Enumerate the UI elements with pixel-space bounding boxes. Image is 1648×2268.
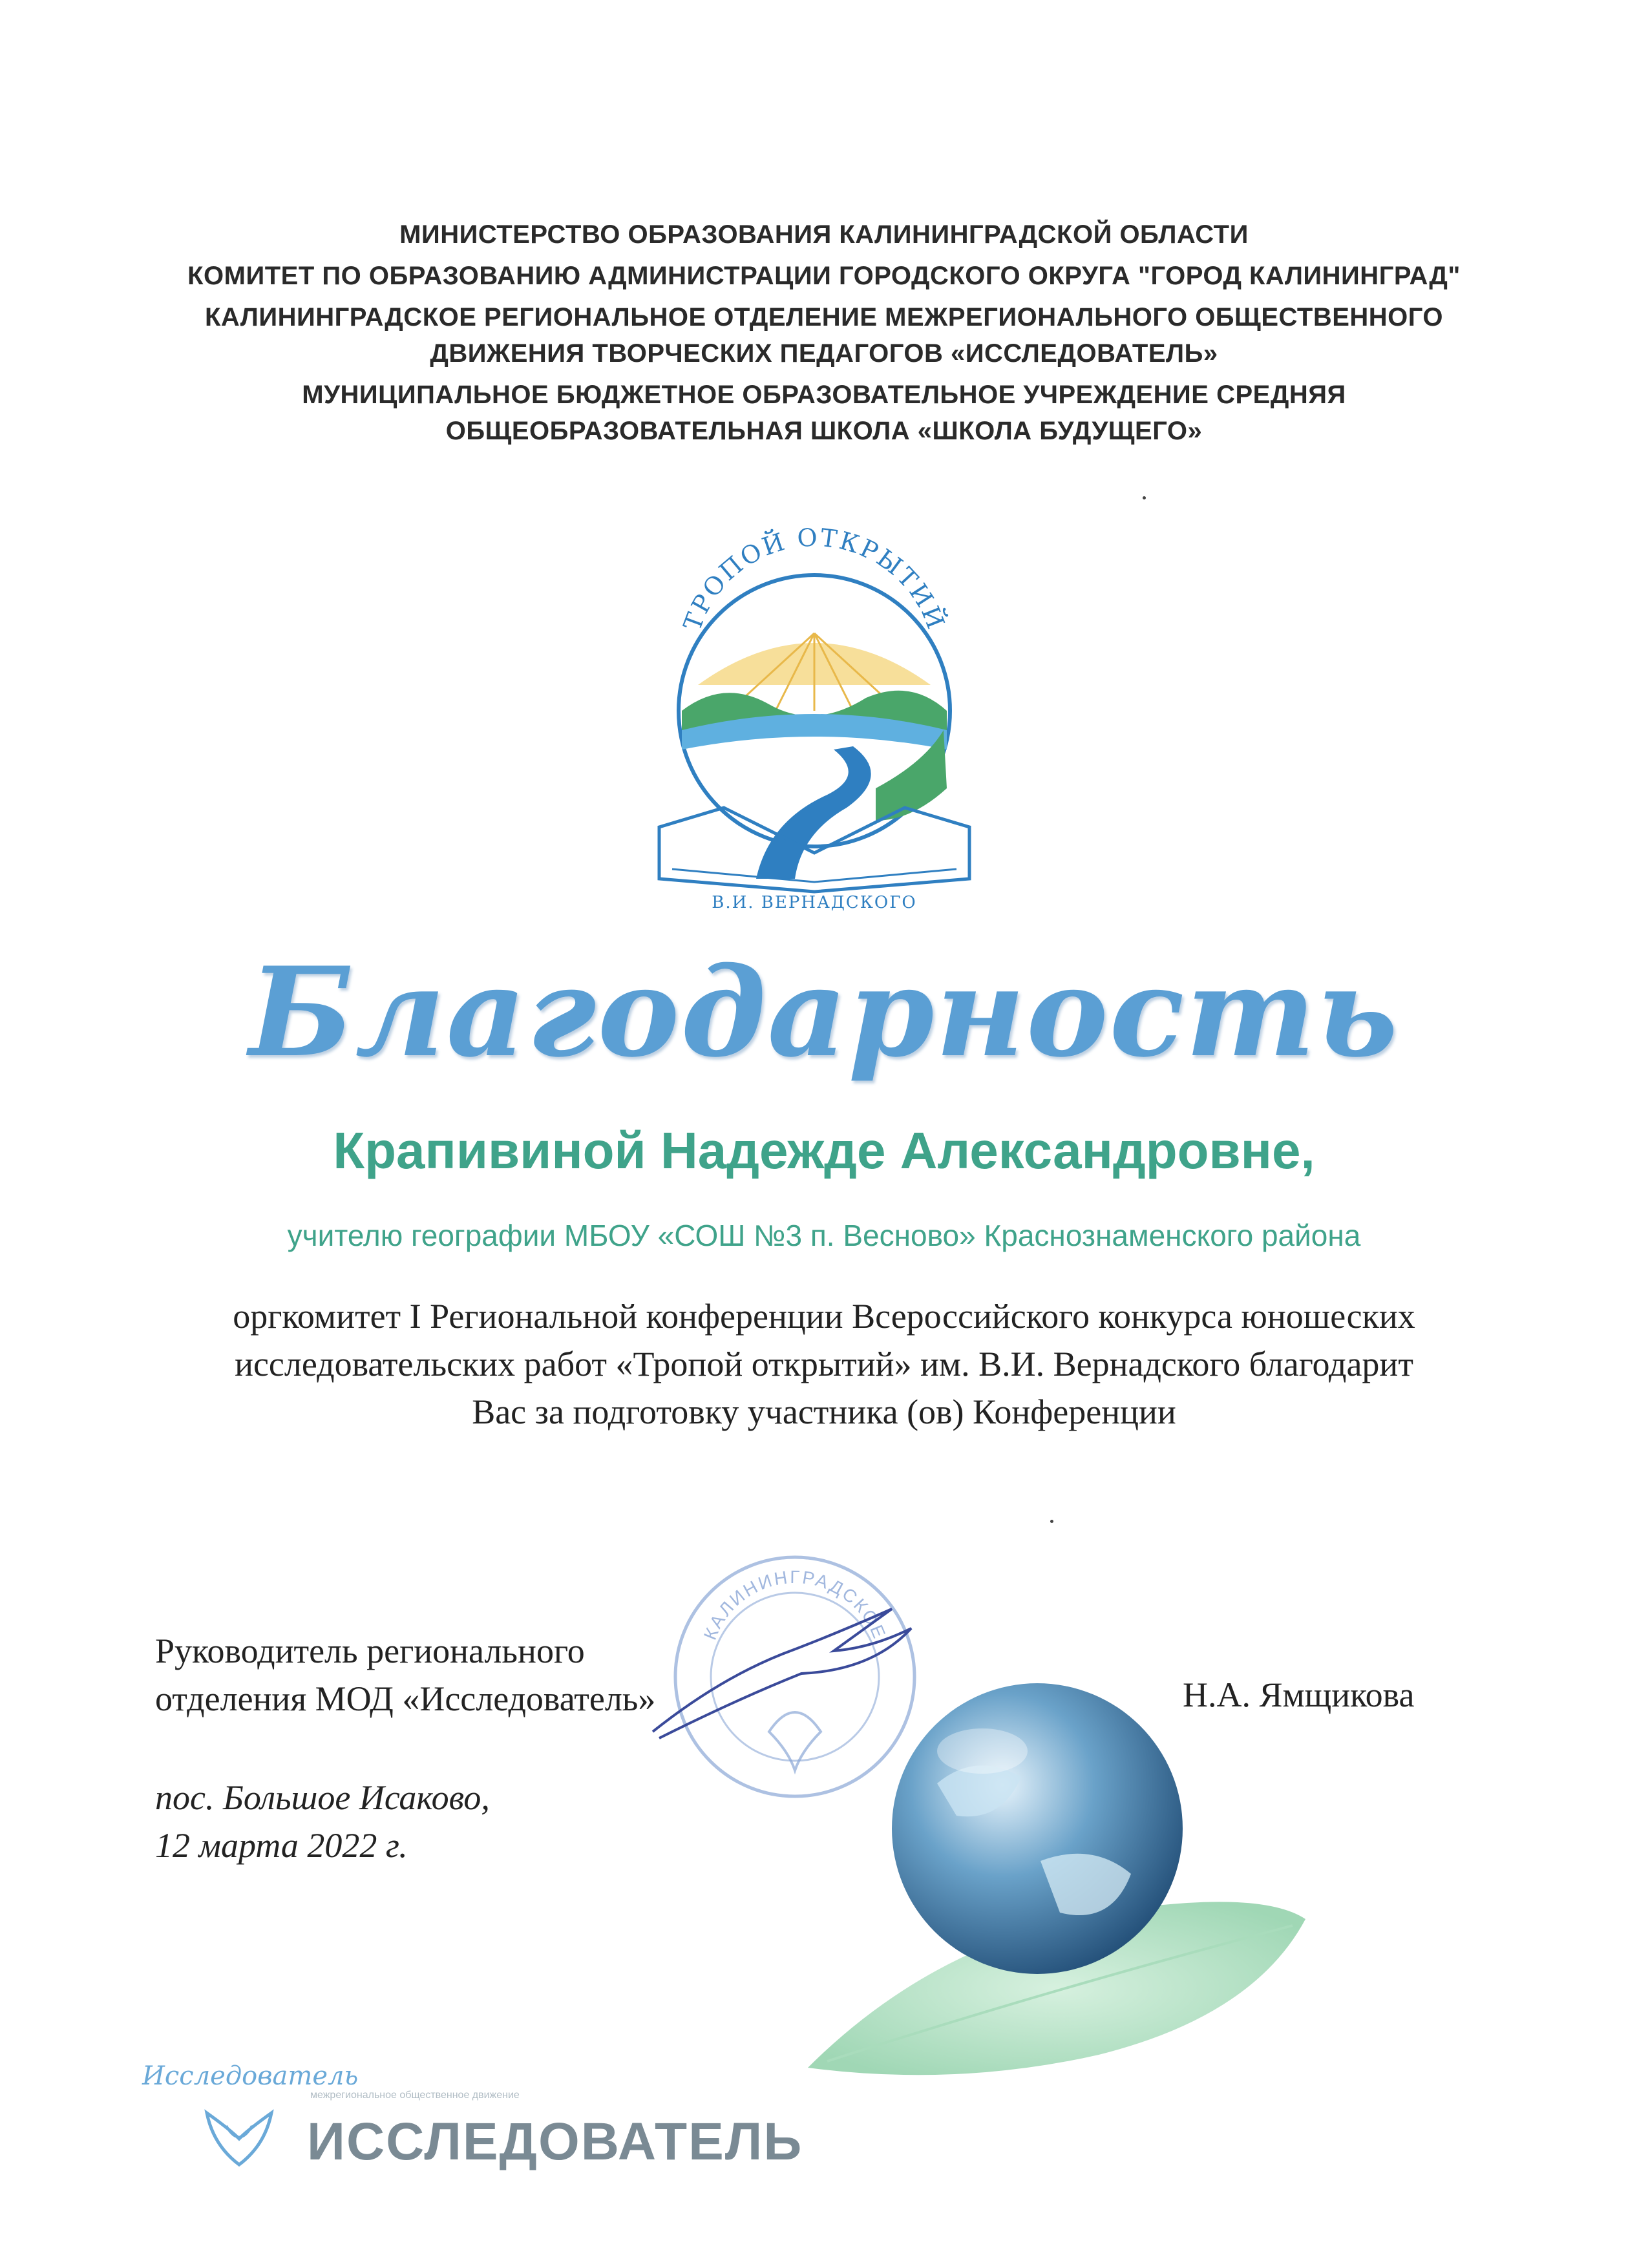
gratitude-line: исследовательских работ «Тропой открытий» им. В.И. Вернадского благодарит bbox=[235, 1345, 1413, 1383]
org-line: МИНИСТЕРСТВО ОБРАЗОВАНИЯ КАЛИНИНГРАДСКОЙ ОБЛАСТИ bbox=[399, 220, 1249, 249]
stamp-text: КАЛИНИНГРАДСКОЕ bbox=[699, 1566, 891, 1643]
signer-role-line: отделения МОД «Исследователь» bbox=[155, 1679, 656, 1718]
gratitude-line: оргкомитет I Региональной конференции Всероссийского конкурса юношеских bbox=[233, 1297, 1415, 1336]
signer-role bbox=[155, 1627, 655, 1723]
recipient-position: учителю географии МБОУ «СОШ №3 п. Весново» Краснознаменского района bbox=[287, 1219, 1361, 1252]
org-line: КАЛИНИНГРАДСКОЕ РЕГИОНАЛЬНОЕ ОТДЕЛЕНИЕ МЕЖРЕГИОНАЛЬНОГО ОБЩЕСТВЕННОГО bbox=[204, 303, 1444, 331]
date-line: 12 марта 2022 г. bbox=[155, 1826, 408, 1865]
scan-speck bbox=[1050, 1520, 1053, 1523]
svg-text:ТРОПОЙ ОТКРЫТИЙ bbox=[678, 523, 951, 634]
org-line: МУНИЦИПАЛЬНОЕ БЮДЖЕТНОЕ ОБРАЗОВАТЕЛЬНОЕ УЧРЕЖДЕНИЕ СРЕДНЯЯ bbox=[302, 381, 1346, 409]
official-stamp bbox=[640, 1538, 950, 1822]
org-line: КОМИТЕТ ПО ОБРАЗОВАНИЮ АДМИНИСТРАЦИИ ГОРОДСКОГО ОКРУГА "ГОРОД КАЛИНИНГРАД" bbox=[187, 262, 1461, 290]
recipient-name: Крапивиной Надежде Александровне, bbox=[333, 1122, 1315, 1179]
org-line: ДВИЖЕНИЯ ТВОРЧЕСКИХ ПЕДАГОГОВ «ИССЛЕДОВАТЕЛЬ» bbox=[430, 339, 1218, 368]
place-and-date bbox=[155, 1774, 490, 1869]
org-line: ОБЩЕОБРАЗОВАТЕЛЬНАЯ ШКОЛА «ШКОЛА БУДУЩЕГО» bbox=[445, 417, 1203, 445]
footer-tagline: межрегиональное общественное движение bbox=[310, 2090, 520, 2101]
place-line: пос. Большое Исаково, bbox=[155, 1778, 490, 1817]
scan-speck bbox=[1143, 496, 1146, 499]
footer-script-text: Исследователь bbox=[142, 2061, 359, 2091]
contest-logo bbox=[620, 517, 1002, 911]
logo-bottom-text: В.И. ВЕРНАДСКОГО bbox=[712, 893, 917, 911]
researcher-movement-logo bbox=[129, 2061, 803, 2190]
gratitude-line: Вас за подготовку участника (ов) Конференции bbox=[472, 1392, 1176, 1431]
signer-role-line: Руководитель регионального bbox=[155, 1632, 585, 1670]
logo-arc-text: ТРОПОЙ ОТКРЫТИЙ bbox=[677, 523, 951, 635]
signer-name: Н.А. Ямщикова bbox=[1183, 1675, 1415, 1714]
gratitude-text bbox=[116, 1292, 1532, 1436]
organizations-header bbox=[129, 216, 1519, 454]
footer-brand: ИССЛЕДОВАТЕЛЬ bbox=[307, 2112, 803, 2171]
certificate-title: Благодарность bbox=[249, 940, 1399, 1084]
bird-emblem-icon bbox=[200, 2100, 278, 2171]
